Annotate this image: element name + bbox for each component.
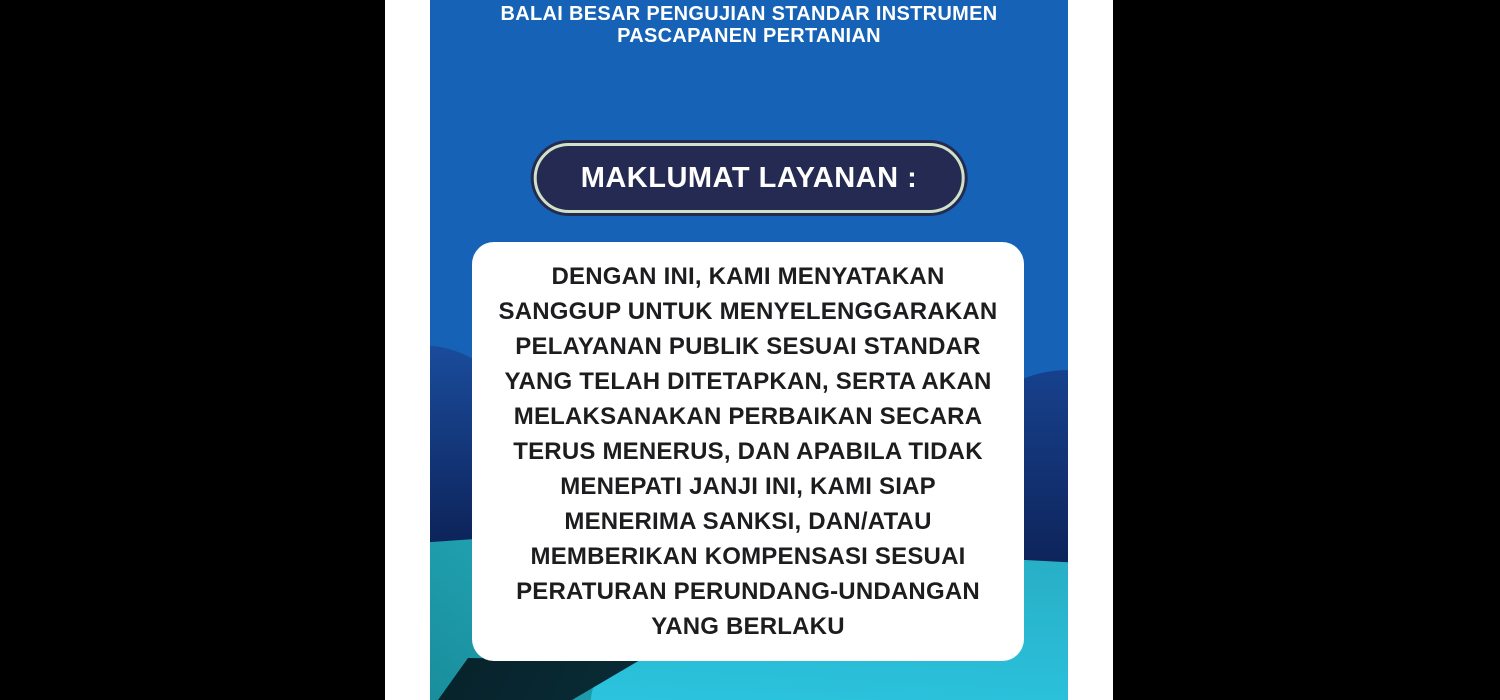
statement-line: YANG BERLAKU: [651, 613, 845, 640]
statement-line: MENERIMA SANKSI, DAN/ATAU: [564, 508, 932, 535]
service-notice-poster: [430, 0, 1068, 700]
statement-line: PERATURAN PERUNDANG-UNDANGAN: [516, 578, 980, 605]
statement-line: MEMBERIKAN KOMPENSASI SESUAI: [530, 543, 966, 570]
statement-line: MENEPATI JANJI INI, KAMI SIAP: [560, 473, 936, 500]
organization-title-line: PASCAPANEN PERTANIAN: [617, 25, 881, 47]
statement-line: YANG TELAH DITETAPKAN, SERTA AKAN: [504, 368, 992, 395]
right-white-strip: [1068, 0, 1113, 700]
maklumat-layanan-badge: [534, 143, 965, 213]
organization-title: [430, 3, 1068, 47]
statement-line: TERUS MENERUS, DAN APABILA TIDAK: [513, 438, 983, 465]
statement-line: SANGGUP UNTUK MENYELENGGARAKAN: [498, 298, 998, 325]
statement-line: DENGAN INI, KAMI MENYATAKAN: [551, 263, 945, 290]
statement-line: PELAYANAN PUBLIK SESUAI STANDAR: [515, 333, 981, 360]
organization-title-line: BALAI BESAR PENGUJIAN STANDAR INSTRUMEN: [500, 3, 998, 25]
badge-label: MAKLUMAT LAYANAN :: [580, 161, 918, 194]
statement-line: MELAKSANAKAN PERBAIKAN SECARA: [513, 403, 983, 430]
statement-card: [472, 242, 1024, 661]
left-white-strip: [385, 0, 430, 700]
